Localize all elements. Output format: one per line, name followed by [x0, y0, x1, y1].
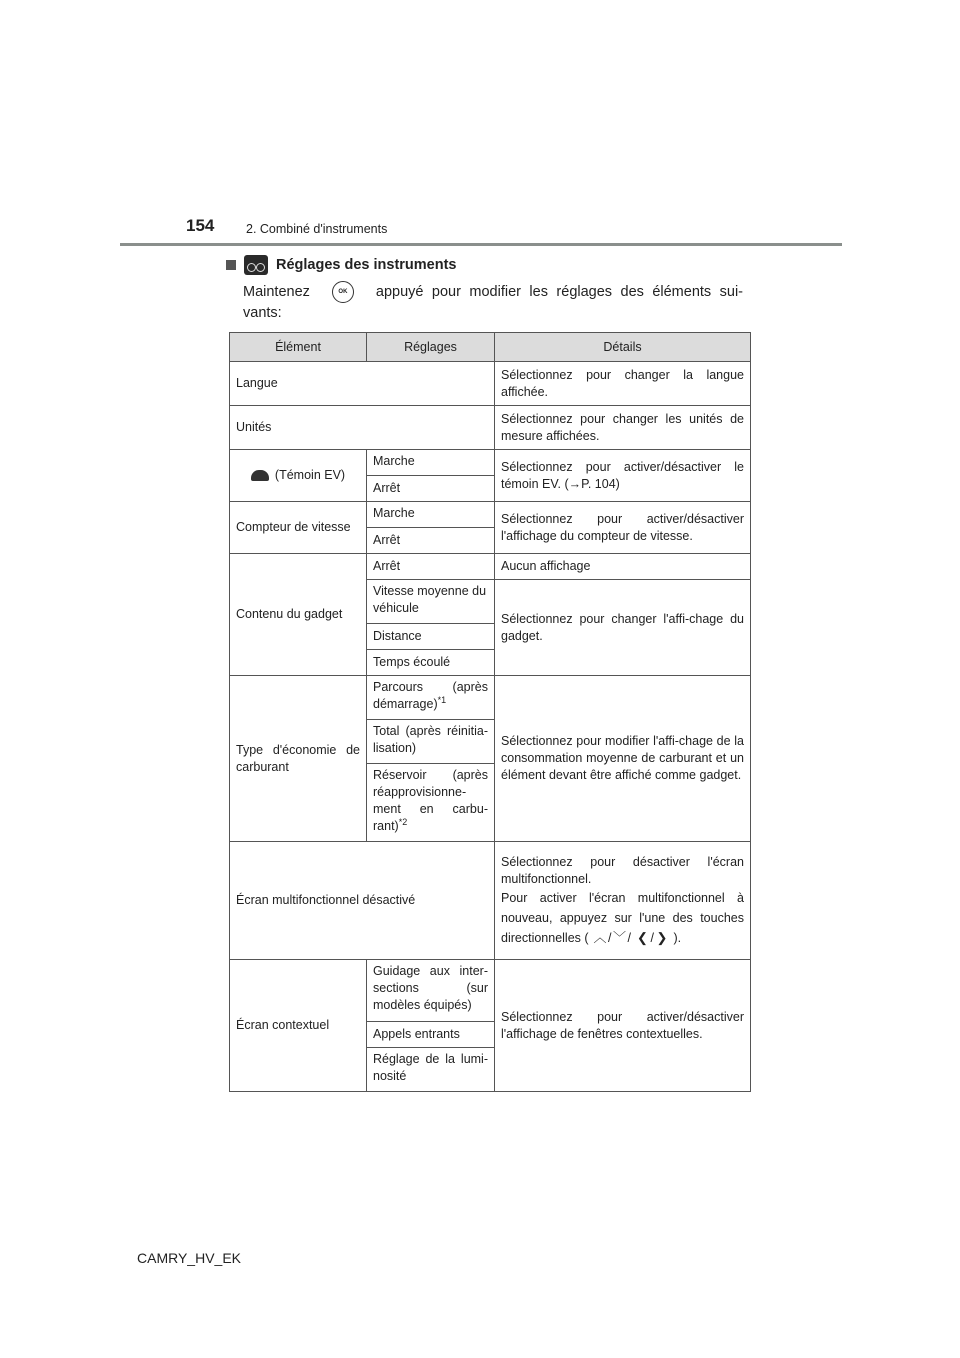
row-detail-ev: Sélectionnez pour activer/désactiver le témoin EV. (→P. 104)	[495, 450, 751, 502]
row-item-multi: Écran multifonctionnel désactivé	[230, 842, 495, 960]
gauge-settings-icon	[244, 255, 268, 275]
table-row	[230, 960, 751, 1022]
model-code: CAMRY_HV_EK	[137, 1250, 242, 1266]
row-setting-ev-off: Arrêt	[367, 476, 495, 502]
row-setting-ev-on: Marche	[367, 450, 495, 476]
ev-indicator-icon	[251, 470, 269, 481]
table-row	[230, 450, 751, 476]
row-detail-unites: Sélectionnez pour changer les unités de mesure affichées.	[495, 406, 751, 450]
chapter-title: 2. Combiné d'instruments	[246, 222, 388, 236]
chevron-right-icon: ❯	[656, 929, 668, 945]
row-detail-speed: Sélectionnez pour activer/désactiver l'affichage du compteur de vitesse.	[495, 502, 751, 554]
row-item-speed: Compteur de vitesse	[230, 502, 367, 554]
table-row	[230, 842, 751, 960]
section-title: Réglages des instruments	[276, 257, 457, 273]
header-divider	[120, 243, 842, 246]
row-setting-popup-brightness: Réglage de la lumi-nosité	[367, 1048, 495, 1092]
ok-button-icon: OK	[332, 281, 354, 303]
table-header-row	[230, 333, 751, 362]
row-item-langue: Langue	[230, 362, 495, 406]
row-item-ev: (Témoin EV)	[230, 450, 367, 502]
row-detail-gadget-off: Aucun affichage	[495, 554, 751, 580]
intro-paragraph: Maintenez OK appuyé pour modifier les réglages des éléments sui-vants:	[243, 281, 743, 324]
table-row	[230, 676, 751, 720]
table-row	[230, 502, 751, 528]
row-setting-gadget-speed: Vitesse moyenne du véhicule	[367, 580, 495, 624]
row-setting-popup-guidance: Guidage aux inter-sections (sur modèles équipés)	[367, 960, 495, 1022]
row-setting-gadget-distance: Distance	[367, 624, 495, 650]
row-item-popup: Écran contextuel	[230, 960, 367, 1092]
row-item-gadget: Contenu du gadget	[230, 554, 367, 676]
header-element: Élément	[230, 333, 367, 362]
row-detail-fuel: Sélectionnez pour modifier l'affi-chage de la consommation moyenne de carburant et un élément devant être affiché comme gadget.	[495, 676, 751, 842]
row-detail-multi: Sélectionnez pour désactiver l'écran multifonctionnel. Pour activer l'écran multifonctionnel à nouveau, appuyez sur l'une des touches directionnelles ( ︿ /﹀ / ❮ / ❯ ).	[495, 842, 751, 960]
row-setting-popup-calls: Appels entrants	[367, 1022, 495, 1048]
chevron-up-icon: ︿	[593, 929, 607, 945]
square-bullet-icon	[226, 260, 236, 270]
row-detail-popup: Sélectionnez pour activer/désactiver l'affichage de fenêtres contextuelles.	[495, 960, 751, 1092]
row-detail-langue: Sélectionnez pour changer la langue affichée.	[495, 362, 751, 406]
row-setting-gadget-off: Arrêt	[367, 554, 495, 580]
table-row	[230, 554, 751, 580]
section-heading	[226, 255, 457, 275]
row-setting-speed-on: Marche	[367, 502, 495, 528]
header-details: Détails	[495, 333, 751, 362]
table-row	[230, 362, 751, 406]
page-number: 154	[186, 216, 215, 235]
chevron-left-icon: ❮	[637, 929, 648, 945]
header-settings: Réglages	[367, 333, 495, 362]
table-row	[230, 406, 751, 450]
row-item-unites: Unités	[230, 406, 495, 450]
row-setting-fuel-total: Total (après réinitia-lisation)	[367, 720, 495, 764]
row-setting-speed-off: Arrêt	[367, 528, 495, 554]
settings-table	[229, 332, 751, 1092]
row-setting-gadget-time: Temps écoulé	[367, 650, 495, 676]
row-item-fuel: Type d'économie de carburant	[230, 676, 367, 842]
row-setting-fuel-trip: Parcours (après démarrage)$^{*1}$	[367, 676, 495, 720]
chevron-down-icon: ﹀	[613, 929, 627, 945]
row-setting-fuel-tank: Réservoir (après réapprovisionne-ment en carbu-rant)$^{*2}$	[367, 764, 495, 842]
row-detail-gadget: Sélectionnez pour changer l'affi-chage du gadget.	[495, 580, 751, 676]
